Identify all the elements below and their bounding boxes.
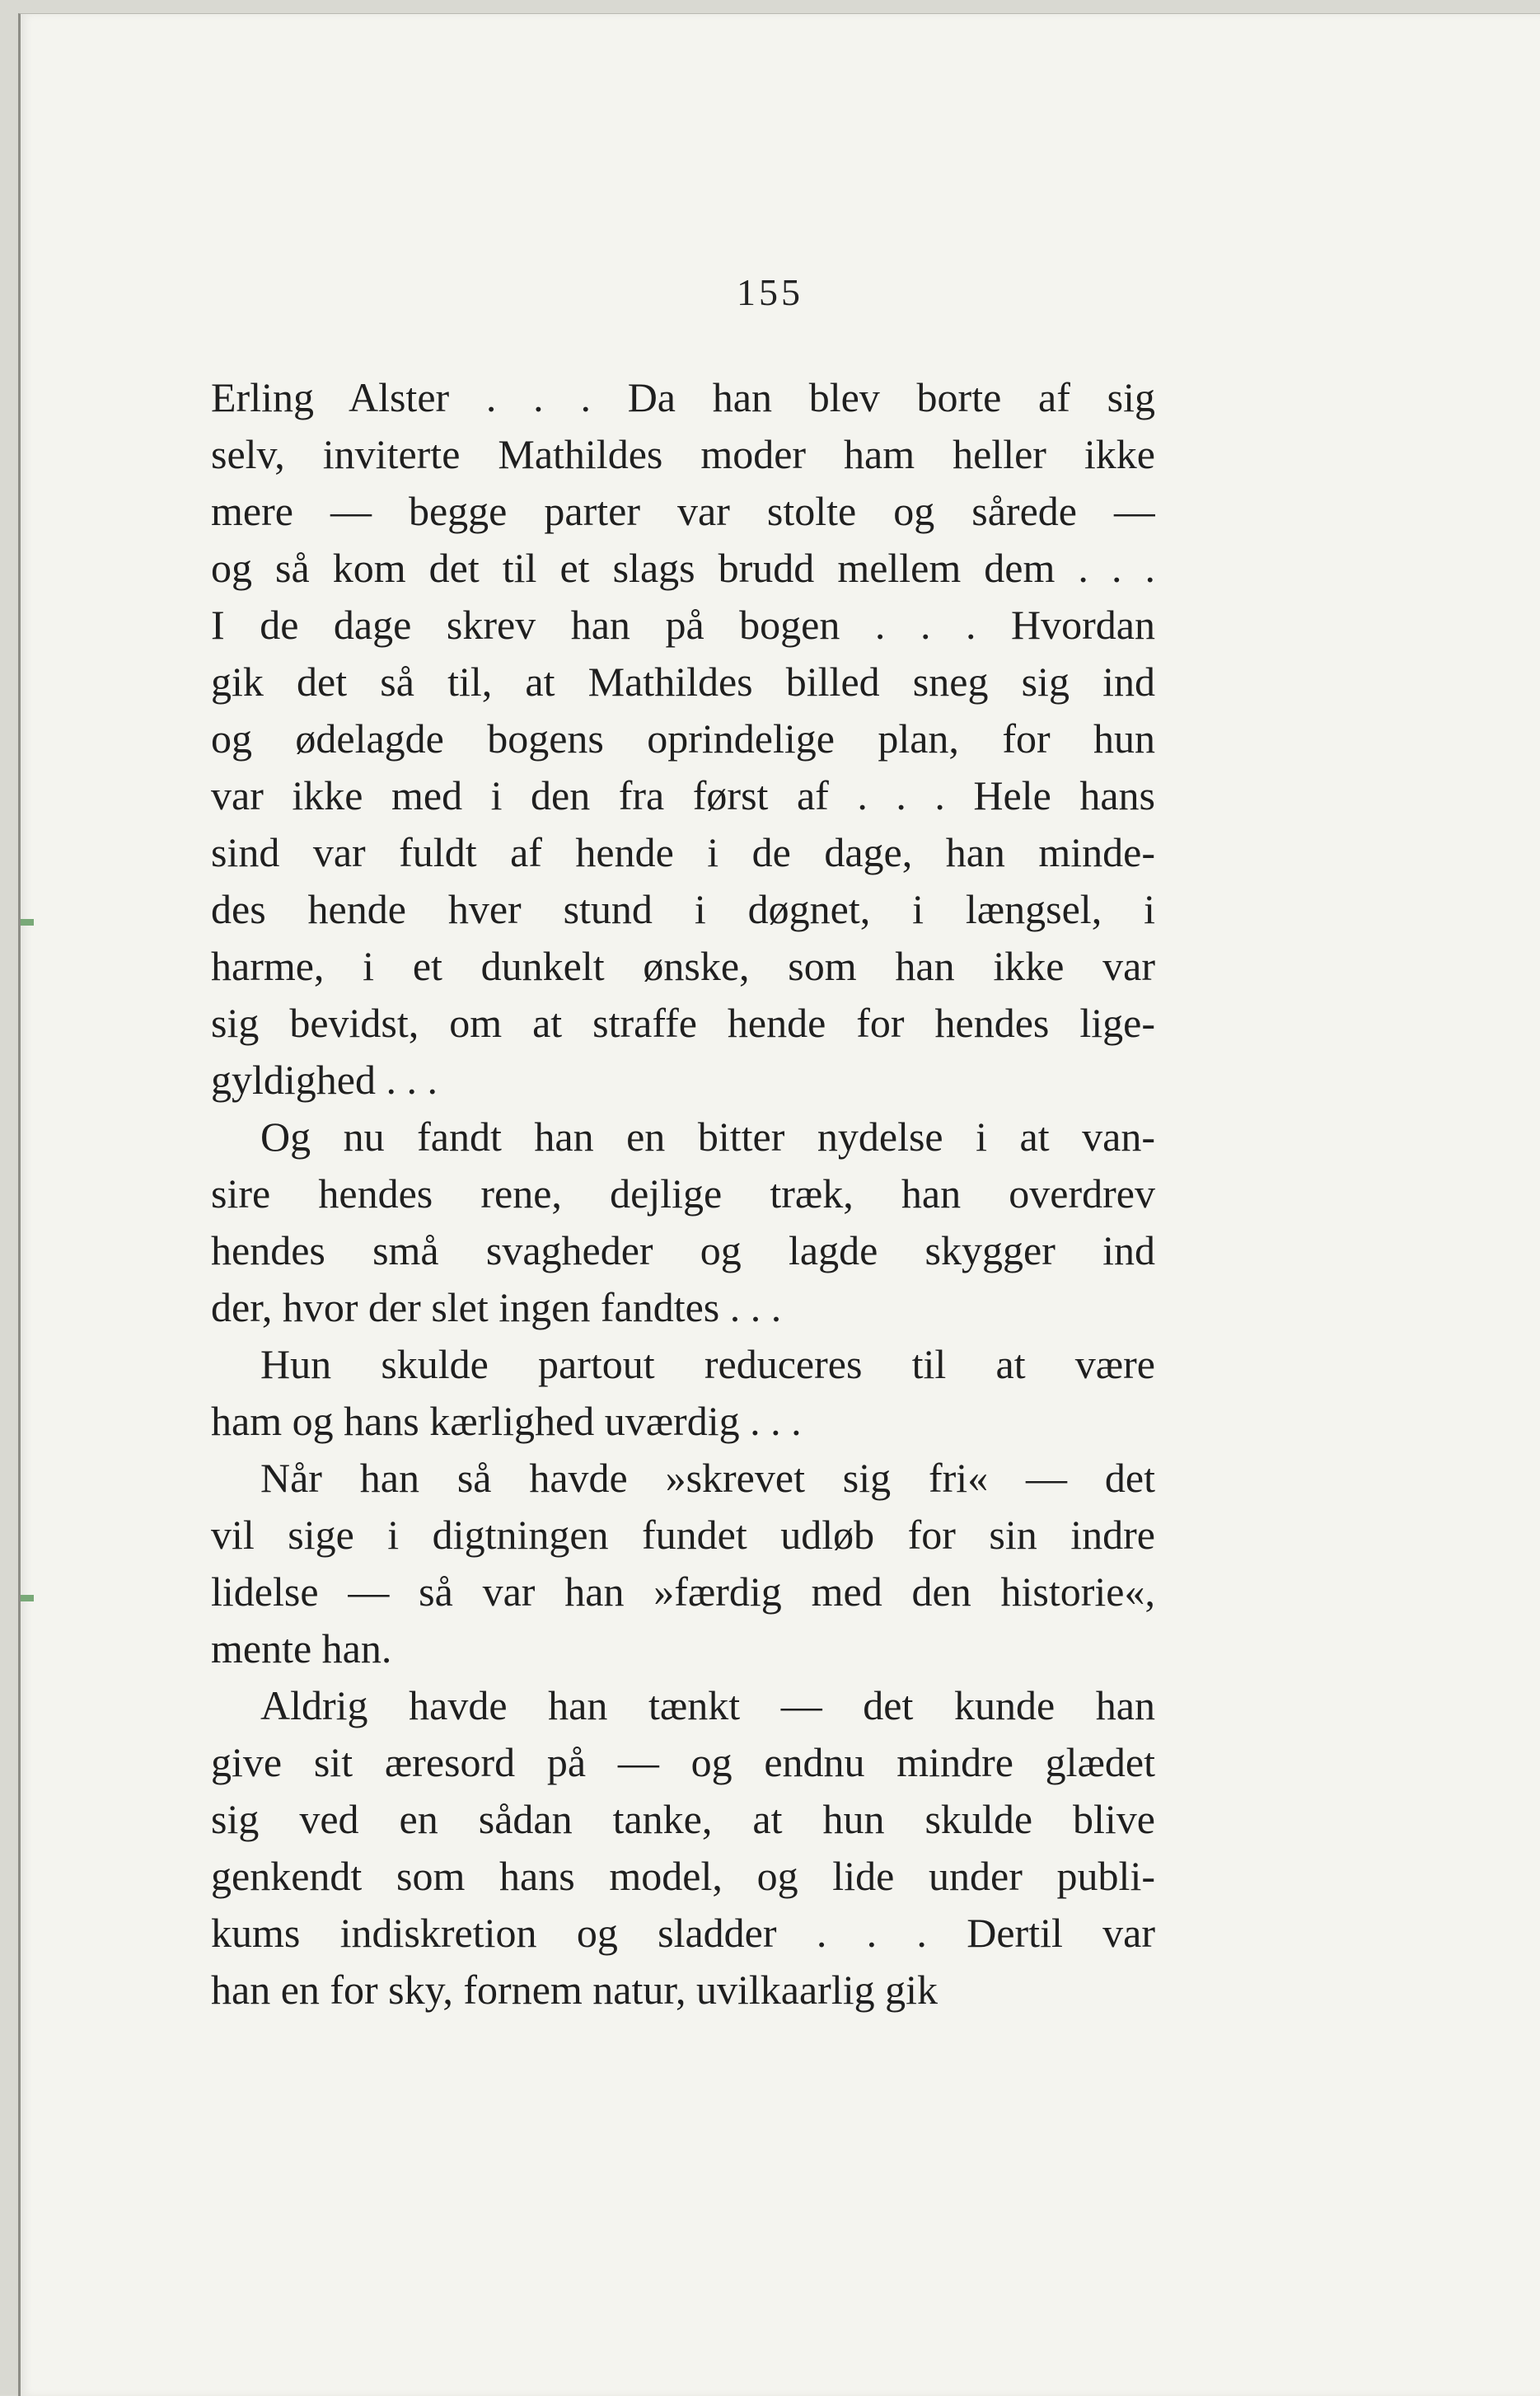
text-line: han en for sky, fornem natur, uvilkaarlig gik	[211, 1967, 939, 2013]
paragraph	[211, 1109, 1155, 1336]
text-line: sind var fuldt af hende i de dage, han minde-	[211, 829, 1155, 875]
text-line: mente han.	[211, 1625, 392, 1672]
text-line: Når han så havde »skrevet sig fri« — det	[260, 1455, 1155, 1501]
paragraph	[211, 1450, 1155, 1677]
text-line: hendes små svagheder og lagde skygger ind	[211, 1227, 1155, 1273]
text-line: sire hendes rene, dejlige træk, han overdrev	[211, 1170, 1155, 1217]
text-line: des hende hver stund i døgnet, i længsel, i	[211, 886, 1155, 932]
paragraph	[211, 1677, 1155, 2019]
text-line: Erling Alster . . . Da han blev borte af sig	[211, 374, 1155, 420]
text-line: Hun skulde partout reduceres til at være	[260, 1341, 1155, 1387]
text-line: Aldrig havde han tænkt — det kunde han	[260, 1682, 1155, 1728]
text-line: ham og hans kærlighed uværdig . . .	[211, 1398, 802, 1444]
page-tab-marker	[21, 919, 34, 926]
text-line: var ikke med i den fra først af . . . Hele hans	[211, 772, 1155, 818]
page-tab-marker	[21, 1595, 34, 1601]
text-line: gik det så til, at Mathildes billed sneg sig ind	[211, 659, 1155, 705]
text-line: sig ved en sådan tanke, at hun skulde blive	[211, 1796, 1155, 1842]
paragraph	[211, 1336, 1155, 1450]
paragraph	[211, 369, 1155, 1109]
text-line: og ødelagde bogens oprindelige plan, for hun	[211, 715, 1155, 762]
text-line: genkendt som hans model, og lide under publi-	[211, 1853, 1155, 1899]
page-number: 155	[737, 271, 803, 313]
text-line: og så kom det til et slags brudd mellem dem . . .	[211, 545, 1155, 591]
text-line: gyldighed . . .	[211, 1057, 438, 1103]
text-line: Og nu fandt han en bitter nydelse i at van-	[260, 1114, 1155, 1160]
text-line: I de dage skrev han på bogen . . . Hvordan	[211, 602, 1155, 648]
text-line: selv, inviterte Mathildes moder ham heller ikke	[211, 431, 1155, 477]
text-line: harme, i et dunkelt ønske, som han ikke var	[211, 943, 1155, 989]
text-line: kums indiskretion og sladder . . . Dertil var	[211, 1910, 1155, 1956]
text-line: lidelse — så var han »færdig med den historie«,	[211, 1568, 1155, 1615]
text-line: mere — begge parter var stolte og sårede —	[211, 488, 1155, 534]
text-line: give sit æresord på — og endnu mindre glædet	[211, 1739, 1155, 1785]
text-line: vil sige i digtningen fundet udløb for sin indre	[211, 1512, 1155, 1558]
body-text	[211, 369, 1155, 2019]
text-line: sig bevidst, om at straffe hende for hendes lige-	[211, 1000, 1155, 1046]
text-line: der, hvor der slet ingen fandtes . . .	[211, 1284, 782, 1330]
